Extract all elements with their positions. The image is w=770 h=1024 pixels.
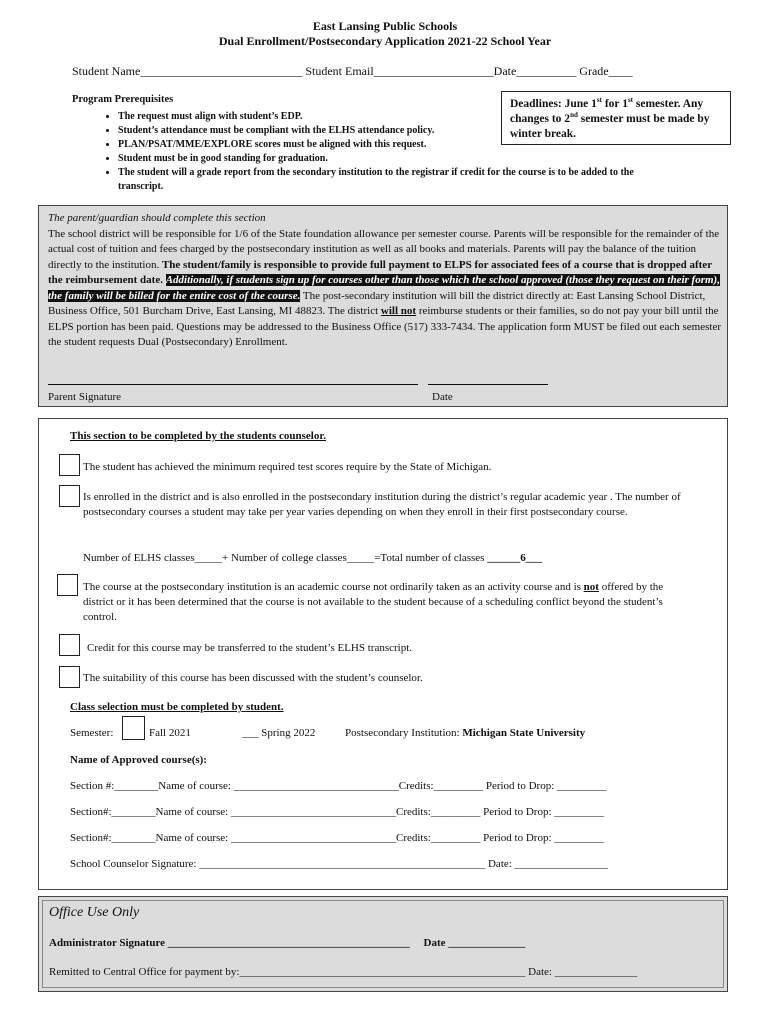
approved-courses-heading: Name of Approved course(s): <box>70 754 207 766</box>
student-info-line[interactable]: Student Name___________________________ Student Email____________________Date__________ Grade____ <box>72 64 633 78</box>
deadline-text: Deadlines: June 1 <box>510 98 597 110</box>
prerequisite-item: • PLAN/PSAT/MME/EXPLORE scores must be aligned with this request. <box>118 138 672 152</box>
deadline-text: semester. Any changes to 2 <box>510 98 704 125</box>
parent-section-text <box>48 211 722 351</box>
total-classes-value: ______6___ <box>487 552 543 564</box>
enrollment-text: Is enrolled in the district and is also enrolled in the postsecondary institution during the district’s regular academic year . The number of postsecondary courses a student may take per year varies depending on when they enroll in their first postsecondary course. <box>83 491 681 518</box>
body-text: offered by the district or it has been determined that the course is not available to the student because of a scheduling conflict beyond the student’s control. <box>83 581 664 623</box>
test-scores-text: The student has achieved the minimum required test scores require by the State of Michigan. <box>83 461 492 473</box>
prerequisite-item: • The student will a grade report from the secondary institution to the registrar if credit for the course is to be added to the transcript. <box>118 166 672 194</box>
parent-signature-line[interactable] <box>48 384 418 385</box>
suitability-text: The suitability of this course has been discussed with the student’s counselor. <box>83 672 423 684</box>
body-text: The school district will be responsible for 1/6 of the State foundation allowance per semester course. Parents will be responsible for the remainder of the actual cost of tuition and fees charged by the postsecondary institution as well as all books and materials. Parents will pay the balance of the tuition directly to the institution. <box>48 227 720 271</box>
institution-name: Michigan State University <box>462 727 586 739</box>
enrollment-checkbox[interactable] <box>59 485 80 507</box>
counselor-section-heading: This section to be completed by the students counselor. <box>70 430 326 442</box>
academic-course-text <box>83 580 693 625</box>
payment-responsibility-text: The student/family is responsible to provide full payment to ELPS for associated fees of a course that is dropped after the reimbursement date <box>48 258 712 286</box>
underlined-text: not <box>583 581 599 593</box>
course-line[interactable]: Section#:________Name of course: ______________________________Credits:_________ Period to Drop: _________ <box>70 806 604 818</box>
prerequisite-item: • Student’s attendance must be compliant with the ELHS attendance policy. <box>118 124 672 138</box>
fall-semester-label: Fall 2021 <box>149 727 191 739</box>
highlighted-warning: Additionally, if students sign up for courses other than those which the school approved (those they request on their form), the family will be billed for the entire cost of the course. <box>48 274 720 302</box>
course-line[interactable]: Section #:________Name of course: ______________________________Credits:_________ Period to Drop: _________ <box>70 780 607 792</box>
class-selection-heading: Class selection must be completed by student. <box>70 701 284 713</box>
body-text: . <box>160 274 166 286</box>
fall-semester-checkbox[interactable] <box>122 716 145 740</box>
deadline-text: for 1 <box>601 98 628 110</box>
superscript: st <box>627 96 634 105</box>
test-scores-checkbox[interactable] <box>59 454 80 476</box>
body-text: The course at the postsecondary institution is an academic course not ordinarily taken as an activity course and is <box>83 581 584 593</box>
school-name: East Lansing Public Schools <box>312 19 458 33</box>
course-line[interactable]: Section#:________Name of course: ______________________________Credits:_________ Period to Drop: _________ <box>70 832 604 844</box>
parent-date-line[interactable] <box>428 384 548 385</box>
remitted-line[interactable]: Remitted to Central Office for payment by:____________________________________________________ Date: _______________ <box>49 966 638 978</box>
postsecondary-institution <box>345 726 585 740</box>
parent-signature-label: Parent Signature <box>48 391 122 403</box>
parent-section-heading: The parent/guardian should complete this section <box>48 212 266 224</box>
academic-course-checkbox[interactable] <box>57 574 78 596</box>
spring-semester-option[interactable]: ___ Spring 2022 <box>242 727 316 739</box>
classes-count-text: Number of ELHS classes_____+ Number of college classes_____=Total number of classes <box>83 552 488 564</box>
administrator-signature-line[interactable]: Administrator Signature ____________________________________________ Date ______________ <box>49 937 526 949</box>
superscript: st <box>596 96 602 105</box>
document-header <box>0 19 770 49</box>
credit-transfer-text: Credit for this course may be transferred to the student’s ELHS transcript. <box>87 642 413 654</box>
semester-label: Semester: <box>70 727 114 739</box>
body-text: The post-secondary institution will bill the district directly at: East Lansing School District, Business Office, 501 Burcham Drive, East Lansing, MI 48823. The district <box>48 289 706 317</box>
office-use-heading: Office Use Only <box>49 905 140 920</box>
counselor-signature-line[interactable]: School Counselor Signature: ____________________________________________________ Date: _________________ <box>70 858 609 870</box>
prerequisite-item: • The request must align with student’s EDP. <box>118 110 672 124</box>
credit-transfer-checkbox[interactable] <box>59 634 80 656</box>
body-text: reimburse students or their families, so do not pay your bill until the ELPS portion has been paid. Questions may be addressed to the Business Office (517) 333-7434. The application form MUST be filed out each semester the student requests Dual (Postsecondary) Enrollment. <box>48 305 721 348</box>
suitability-checkbox[interactable] <box>59 666 80 688</box>
deadlines-box <box>501 91 731 145</box>
deadline-text: semester must be made by winter break. <box>510 113 710 140</box>
institution-label: Postsecondary Institution: <box>345 727 463 739</box>
prerequisite-item: • Student must be in good standing for graduation. <box>118 152 672 166</box>
underlined-text: will not <box>380 305 417 317</box>
classes-count-line[interactable] <box>83 551 542 565</box>
parent-section-body <box>48 227 722 351</box>
parent-date-label: Date <box>432 391 453 403</box>
prerequisites-title: Program Prerequisites <box>72 94 174 105</box>
superscript: nd <box>570 111 578 120</box>
form-title: Dual Enrollment/Postsecondary Application 2021-22 School Year <box>218 34 552 48</box>
